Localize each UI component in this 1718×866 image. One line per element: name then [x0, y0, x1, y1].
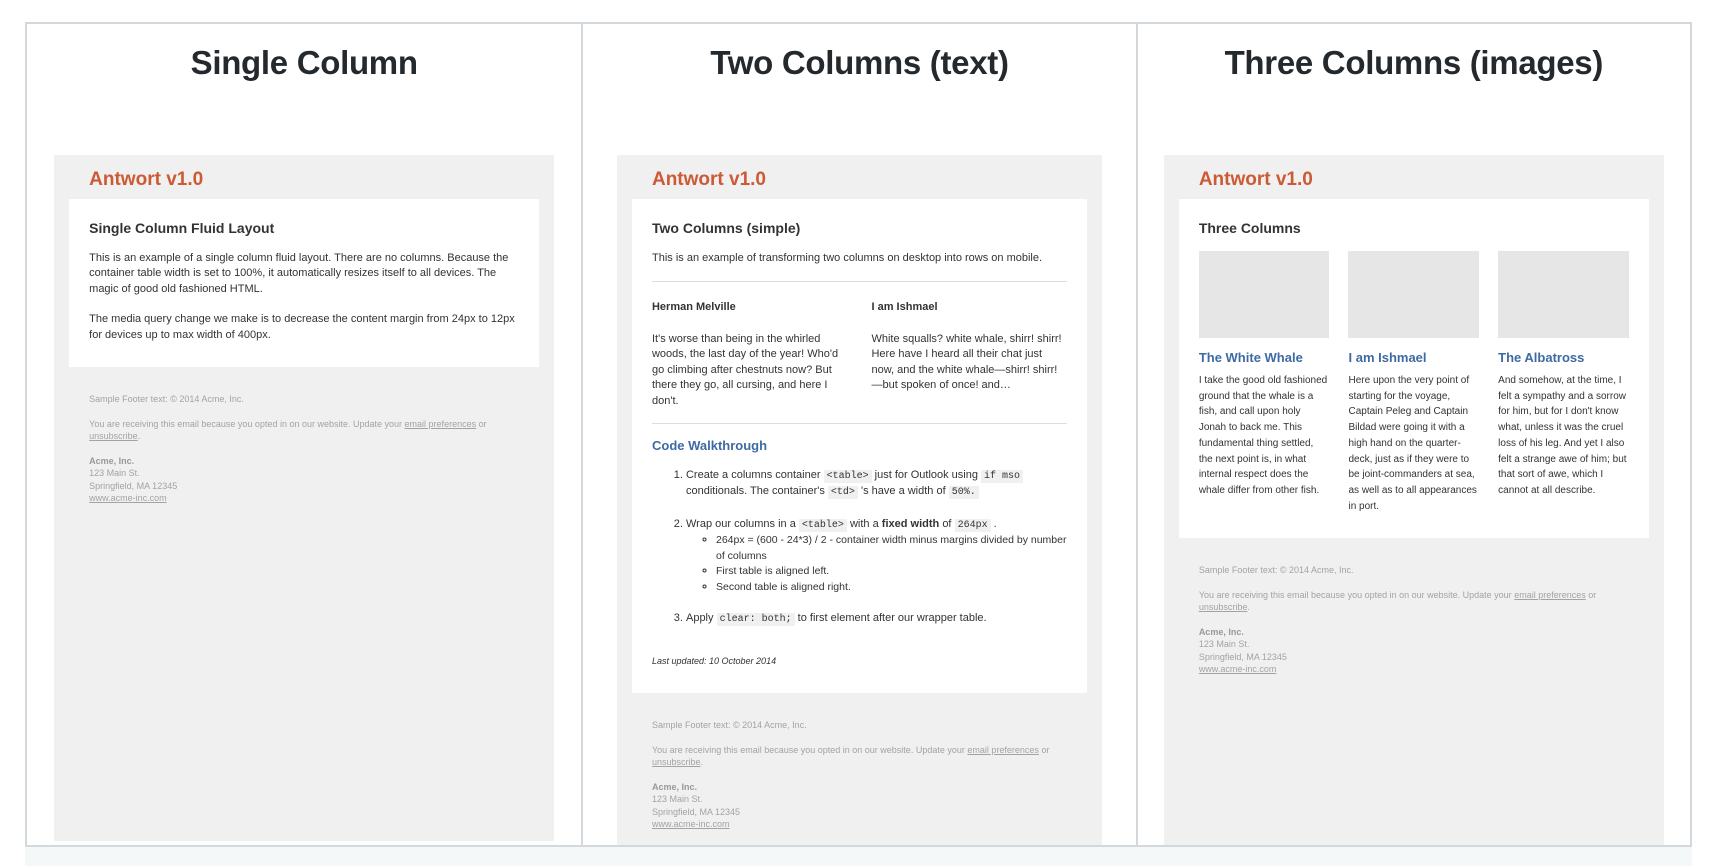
footer-copyright: Sample Footer text: © 2014 Acme, Inc.	[1198, 565, 1354, 576]
website-link[interactable]: www.acme-inc.com	[651, 819, 730, 829]
column-text: And somehow, at the time, I felt a sympathy and a sorrow for him, but for I don't know what, unless it was the cruel loss of his leg. And yet I also felt a strange awe of him; but that sort of awe, which I cannot at all describe.	[1498, 375, 1627, 496]
unsubscribe-link[interactable]: unsubscribe	[651, 757, 701, 767]
column-text: White squalls? white whale, shirr! shirr! Here have I heard all their chat just now, and the white whale—shirr! shirr!—but spoken of once! and…	[871, 332, 1062, 391]
step: 1. Create a columns container <table> just for Outlook using if mso conditionals. The container's <td> 's have a width of 50%.	[686, 468, 1067, 501]
column-text: It's worse than being in the whirled woods, the last day of the year! Who'd go climbing after chestnuts now? But there they go, all cursing, and here I don't.	[651, 332, 839, 407]
card-title: Three Columns	[1198, 220, 1301, 236]
email-footer	[1179, 538, 1649, 676]
website-link[interactable]: www.acme-inc.com	[1198, 664, 1277, 675]
image-placeholder	[1348, 251, 1479, 338]
card-title: Two Columns (simple)	[651, 220, 801, 236]
footer-copyright: Sample Footer text: © 2014 Acme, Inc.	[89, 394, 244, 404]
unsubscribe-link[interactable]: unsubscribe	[1198, 602, 1248, 613]
column-title: Three Columns (images)	[1224, 44, 1604, 81]
steps-list	[652, 468, 1067, 628]
email-preview	[1164, 155, 1664, 845]
paragraph: The media query change we make is to decrease the content margin from 24px to 12px for devices up to max width of 400px.	[89, 313, 515, 341]
footer-notice: You are receiving this email because you opted in on our website. Update your email preferences or unsubscribe.	[651, 744, 1050, 767]
content-card	[69, 199, 539, 367]
column-single	[27, 24, 581, 845]
content-card	[632, 199, 1087, 693]
layout-gallery	[25, 22, 1692, 847]
column-heading: I am Ishmael	[871, 301, 938, 313]
sub-list: ◦ 264px = (600 - 24*3) / 2 - container width minus margins divided by number of columns ◦ First table is aligned left. ◦ Second table is aligned right.	[686, 533, 1067, 595]
image-column	[1348, 251, 1479, 515]
email-preferences-link[interactable]: email preferences	[967, 744, 1039, 755]
brand-logo: Antwort v1.0	[89, 169, 204, 190]
column-heading: The Albatross	[1498, 349, 1585, 365]
email-footer	[69, 367, 539, 505]
image-placeholder	[1199, 251, 1330, 338]
intro: This is an example of transforming two columns on desktop into rows on mobile.	[651, 251, 1043, 264]
column-three	[1136, 24, 1690, 845]
walkthrough-heading: Code Walkthrough	[651, 438, 768, 453]
image-column	[1498, 251, 1629, 515]
column-title: Single Column	[190, 44, 418, 81]
brand-logo: Antwort v1.0	[1198, 169, 1313, 190]
footer-address: Acme, Inc. 123 Main St. Springfield, MA 12345 www.acme-inc.com	[89, 455, 178, 503]
email-preferences-link[interactable]: email preferences	[404, 418, 477, 429]
image-placeholder	[1498, 251, 1629, 338]
last-updated: Last updated: 10 October 2014	[651, 655, 777, 666]
footer-address: Acme, Inc. 123 Main St. Springfield, MA 12345 www.acme-inc.com	[1198, 626, 1287, 675]
image-column	[1199, 251, 1330, 515]
column-text: I take the good old fashioned ground that the whale is a fish, and call upon holy Jonah to back me. This fundamental thing settled, the next point is, in what internal respect does the whale differ from other fish.	[1198, 375, 1328, 496]
step: 2. Wrap our columns in a <table> with a fixed width of 264px . ◦ 264px = (600 - 24*3) / 2 - container width minus margins divided by number of columns ◦ First table is aligned left. ◦ Second table is aligned right.	[686, 517, 1067, 596]
step: 3. Apply clear: both; to first element after our wrapper table.	[686, 611, 1067, 628]
unsubscribe-link[interactable]: unsubscribe	[89, 431, 138, 441]
column-two	[581, 24, 1135, 845]
email-preview	[54, 155, 554, 841]
footer-notice: You are receiving this email because you opted in on our website. Update your email preferences or unsubscribe.	[1198, 589, 1597, 613]
divider	[652, 281, 1067, 282]
paragraph: This is an example of a single column fluid layout. There are no columns. Because the container table width is set to 100%, it automatically resizes itself to all devices. The magic of good old fashioned HTML.	[89, 251, 509, 295]
footer-notice: You are receiving this email because you opted in on our website. Update your email preferences or unsubscribe.	[89, 418, 487, 441]
text-column-right	[871, 296, 1067, 409]
text-column-left	[652, 296, 848, 409]
footer-address: Acme, Inc. 123 Main St. Springfield, MA 12345 www.acme-inc.com	[651, 781, 741, 829]
column-heading: I am Ishmael	[1348, 349, 1427, 365]
content-card	[1179, 199, 1649, 538]
card-title: Single Column Fluid Layout	[89, 220, 275, 236]
column-heading: Herman Melville	[651, 301, 736, 313]
column-text: Here upon the very point of starting for the voyage, Captain Peleg and Captain Bildad were going it with a high hand on the quarter-deck, just as if they were to be joint-commanders at sea, as well as to all appearances in port.	[1348, 375, 1477, 512]
footer-copyright: Sample Footer text: © 2014 Acme, Inc.	[651, 720, 807, 730]
next-row-strip	[25, 846, 1692, 866]
email-preview	[617, 155, 1102, 845]
email-footer	[632, 693, 1087, 831]
divider	[652, 423, 1067, 424]
email-preferences-link[interactable]: email preferences	[1514, 589, 1586, 600]
website-link[interactable]: www.acme-inc.com	[89, 493, 167, 503]
brand-logo: Antwort v1.0	[651, 169, 767, 190]
column-title: Two Columns (text)	[710, 44, 1009, 81]
column-heading: The White Whale	[1198, 349, 1303, 365]
